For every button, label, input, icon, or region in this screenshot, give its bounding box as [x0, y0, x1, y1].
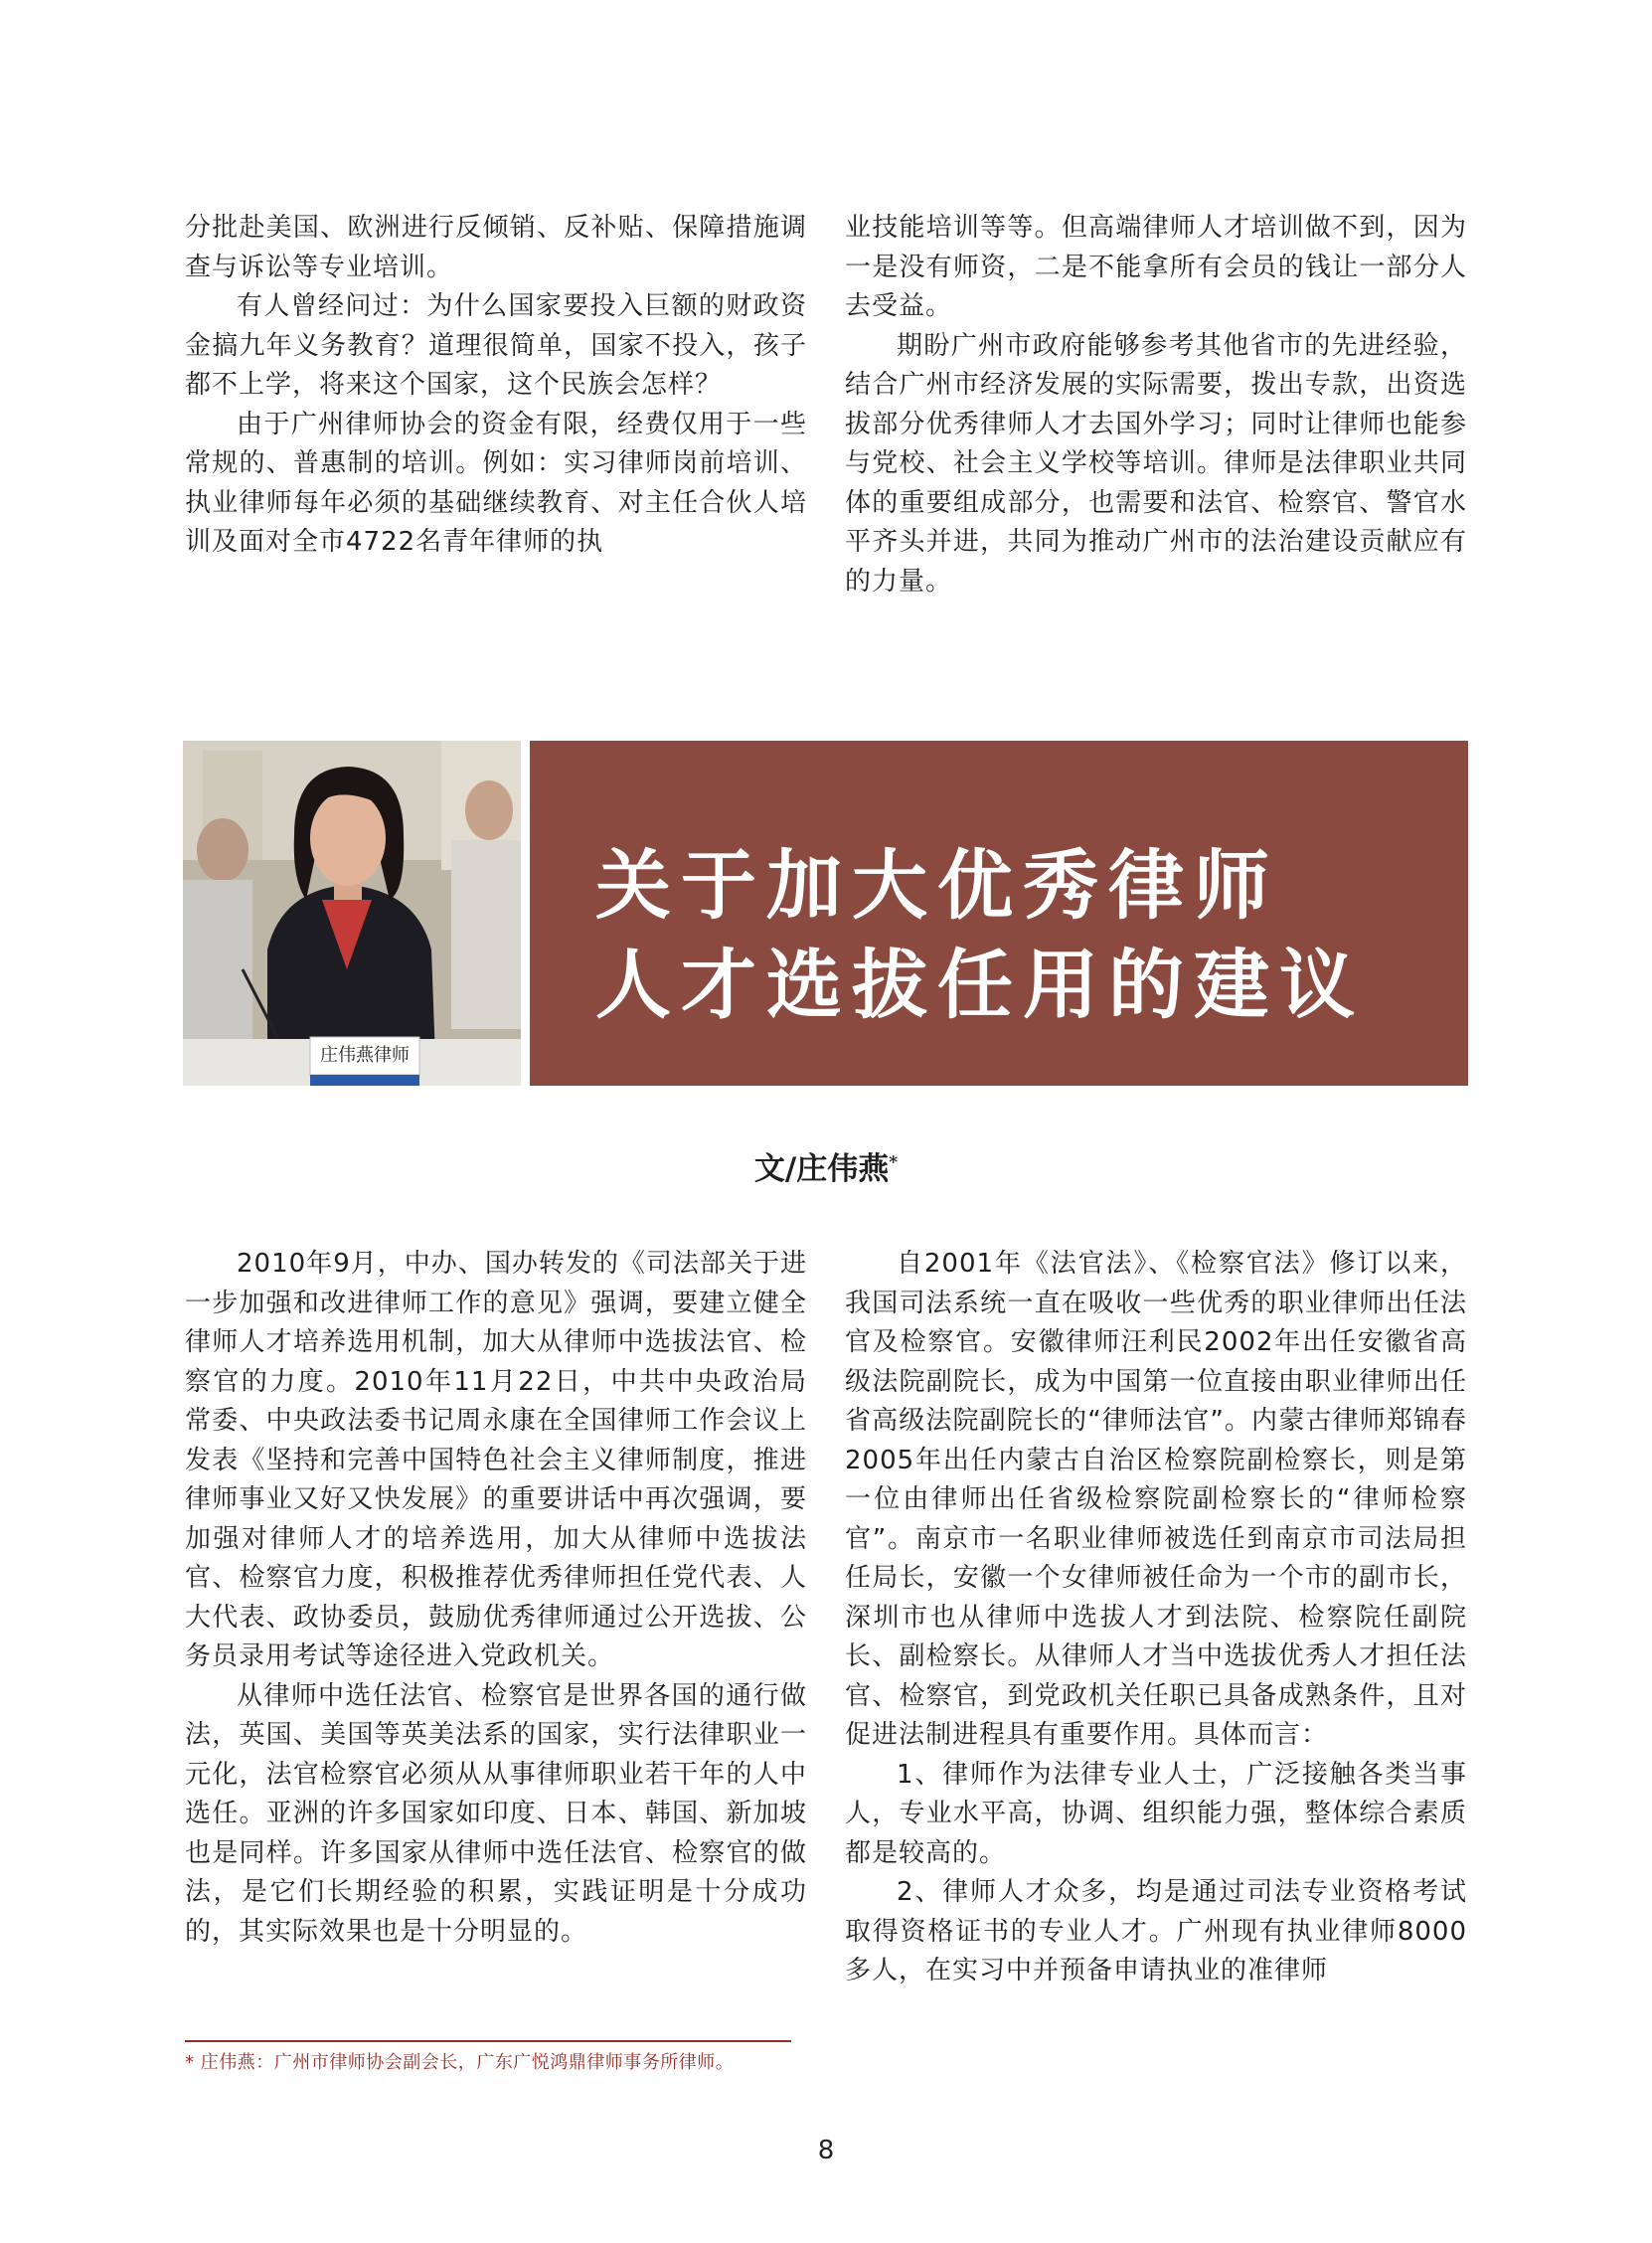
paragraph: 自2001年《法官法》、《检察官法》修订以来，我国司法系统一直在吸收一些优秀的职业律师出任法官及检察官。安徽律师汪利民2002年出任安徽省高级法院副院长，成为中国第一位直接由职业律师出任省高级法院副院长的“律师法官”。内蒙古律师郑锦春2005年出任内蒙古自治区检察院副检察长，则是第一位由律师出任省级检察院副检察长的“律师检察官”。南京市一名职业律师被选任到南京市司法局担任局长，安徽一个女律师被任命为一个市的副市长，深圳市也从律师中选拔人才到法院、检察院任副院长、副检察长。从律师人才当中选拔优秀人才担任法官、检察官，到党政机关任职已具备成熟条件，且对促进法制进程具有重要作用。具体而言： [845, 1249, 1467, 1750]
paragraph: 2010年9月，中办、国办转发的《司法部关于进一步加强和改进律师工作的意见》强调，要建立健全律师人才培养选用机制，加大从律师中选拔法官、检察官的力度。2010年11月22日，中共中央政治局常委、中央政法委书记周永康在全国律师工作会议上发表《坚持和完善中国特色社会主义律师制度，推进律师事业又好又快发展》的重要讲话中再次强调，要加强对律师人才的培养选用，加大从律师中选拔法官、检察官力度，积极推荐优秀律师担任党代表、人大代表、政协委员，鼓励优秀律师通过公开选拔、公务员录用考试等途径进入党政机关。 [185, 1249, 807, 1671]
photo-illustration [183, 741, 521, 1086]
top-left-column [185, 209, 807, 563]
byline [0, 1143, 1652, 1188]
paragraph: 业技能培训等等。但高端律师人才培训做不到，因为一是没有师资，二是不能拿所有会员的钱让一部分人去受益。 [845, 213, 1467, 321]
top-right-column [845, 209, 1467, 602]
paragraph: 期盼广州市政府能够参考其他省市的先进经验，结合广州市经济发展的实际需要，拨出专款，出资选拔部分优秀律师人才去国外学习；同时让律师也能参与党校、社会主义学校等培训。律师是法律职业共同体的重要组成部分，也需要和法官、检察官、警官水平齐头并进，共同为推动广州市的法治建设贡献应有的力量。 [845, 330, 1467, 597]
title-banner [530, 741, 1468, 1086]
byline-text: 文/庄伟燕 [753, 1151, 890, 1187]
paragraph: 2、律师人才众多，均是通过司法专业资格考试取得资格证书的专业人才。广州现有执业律师8000多人，在实习中并预备申请执业的准律师 [845, 1877, 1467, 1985]
footnote: * 庄伟燕：广州市律师协会副会长，广东广悦鸿鼎律师事务所律师。 [185, 2052, 735, 2073]
page-number: 8 [817, 2136, 835, 2165]
bottom-left-column [185, 1245, 807, 1952]
footnote-rule [185, 2040, 791, 2042]
title-line-2: 人才选拔任用的建议 [595, 941, 1365, 1029]
paragraph: 有人曾经问过：为什么国家要投入巨额的财政资金搞九年义务教育？道理很简单，国家不投入，孩子都不上学，将来这个国家，这个民族会怎样？ [185, 291, 807, 400]
paragraph: 分批赴美国、欧洲进行反倾销、反补贴、保障措施调查与诉讼等专业培训。 [185, 213, 807, 282]
paragraph: 从律师中选任法官、检察官是世界各国的通行做法，英国、美国等英美法系的国家，实行法律职业一元化，法官检察官必须从从事律师职业若干年的人中选任。亚洲的许多国家如印度、日本、韩国、新加坡也是同样。许多国家从律师中选任法官、检察官的做法，是它们长期经验的积累，实践证明是十分成功的，其实际效果也是十分明显的。 [185, 1680, 807, 1947]
author-photo [183, 741, 521, 1086]
bottom-right-column [845, 1245, 1467, 1991]
paragraph: 由于广州律师协会的资金有限，经费仅用于一些常规的、普惠制的培训。例如：实习律师岗前培训、执业律师每年必须的基础继续教育、对主任合伙人培训及面对全市4722名青年律师的执 [185, 409, 807, 557]
byline-mark: * [889, 1152, 899, 1173]
title-line-1: 关于加大优秀律师 [595, 841, 1279, 930]
photo-nameplate: 庄伟燕律师 [320, 1045, 410, 1066]
paragraph: 1、律师作为法律专业人士，广泛接触各类当事人，专业水平高，协调、组织能力强，整体综合素质都是较高的。 [845, 1759, 1467, 1868]
